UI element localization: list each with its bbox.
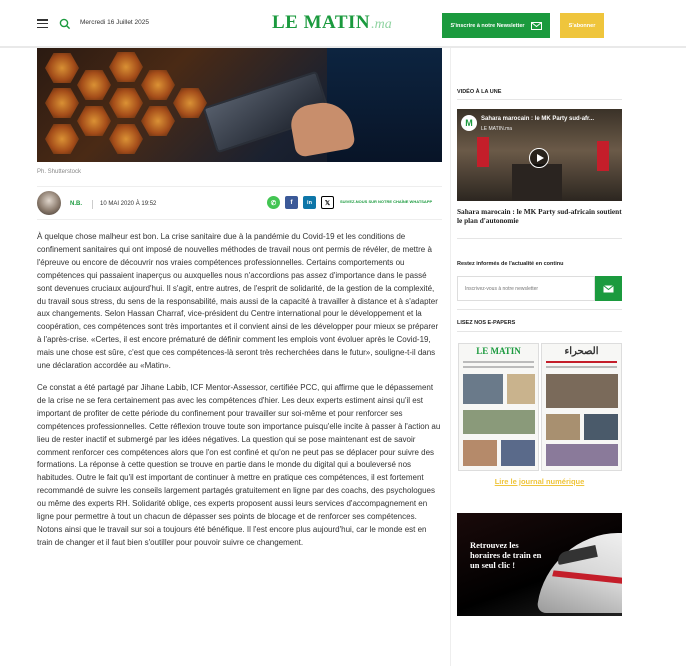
epaper-masthead: الصحراء [564, 345, 599, 357]
current-date: Mercredi 16 Juillet 2025 [80, 19, 150, 26]
linkedin-icon[interactable]: in [303, 196, 316, 209]
search-icon[interactable] [59, 18, 71, 30]
author-avatar[interactable] [37, 191, 61, 215]
train-schedule-ad[interactable] [457, 513, 622, 616]
section-rule [457, 331, 622, 332]
section-rule [457, 238, 622, 239]
channel-logo-icon: M [461, 115, 477, 131]
logo-main: LE MATIN [272, 12, 371, 33]
hexagon-decor [141, 106, 175, 136]
site-logo[interactable] [272, 12, 392, 34]
play-icon[interactable] [529, 148, 549, 168]
epaper-photo [546, 444, 618, 466]
article-meta [37, 186, 442, 220]
meta-divider [92, 200, 93, 209]
hexagon-decor [45, 88, 79, 118]
newsletter-signup-button[interactable] [442, 13, 550, 38]
facebook-icon[interactable]: f [285, 196, 298, 209]
epaper-assahra[interactable] [541, 343, 622, 471]
hexagon-decor [141, 70, 175, 100]
ad-text: Retrouvez les horaires de train en un seul clic ! [470, 540, 542, 570]
epaper-photo [501, 440, 535, 466]
video-section-title: VIDÉO À LA UNE [457, 89, 502, 95]
x-icon[interactable]: 𝕏 [321, 196, 334, 209]
podium-decor [512, 164, 562, 201]
whatsapp-follow-link[interactable]: SUIVEZ-NOUS SUR NOTRE CHAÎNE WHATSAPP [340, 199, 433, 204]
flag-decor [597, 141, 609, 171]
epaper-masthead: LE MATIN [476, 346, 521, 356]
video-overlay-title: Sahara marocain : le MK Party sud-afr... [481, 116, 595, 122]
publish-date: 10 MAI 2020 À 19:52 [100, 201, 157, 207]
article-body [37, 231, 442, 559]
epaper-photo [507, 374, 535, 404]
hexagon-decor [45, 124, 79, 154]
read-epaper-link[interactable]: Lire le journal numérique [494, 477, 585, 486]
video-headline[interactable]: Sahara marocain : le MK Party sud-africain soutient le plan d'autonomie [457, 207, 622, 225]
epaper-photo [463, 374, 503, 404]
article-hero-image [37, 48, 442, 162]
hexagon-decor [109, 124, 143, 154]
featured-video[interactable] [457, 109, 622, 201]
hexagon-decor [109, 52, 143, 82]
epaper-text-line [463, 361, 534, 363]
epaper-le-matin[interactable] [458, 343, 539, 471]
newsletter-email-input[interactable]: Inscrivez-vous à notre newsletter [457, 276, 595, 301]
subscribe-button[interactable]: S'abonner [560, 13, 604, 38]
epaper-text-line [546, 361, 617, 363]
section-rule [457, 309, 622, 310]
epaper-photo [546, 374, 618, 408]
newsletter-submit-button[interactable] [595, 276, 622, 301]
epaper-photo [584, 414, 618, 440]
sidebar-divider [450, 48, 451, 666]
newsletter-title: Restez informés de l'actualité en continu [457, 261, 564, 267]
section-rule [457, 99, 622, 100]
epaper-text-line [546, 366, 617, 368]
logo-suffix: .ma [371, 17, 392, 32]
video-overlay-source: LE MATIN.ma [481, 126, 513, 132]
epaper-text-line [463, 366, 534, 368]
hexagon-decor [109, 88, 143, 118]
envelope-icon [603, 285, 614, 293]
epaper-photo [546, 414, 580, 440]
whatsapp-icon[interactable]: ✆ [267, 196, 280, 209]
article-paragraph: Ce constat a été partagé par Jihane Labib, ICF Mentor-Assessor, certifiée PCC, qui affirme que le dépassement de la crise ne se fera certainement pas avec les compétences d'hier. Les deux experts estiment ainsi qu'il est important de profiter de cette période du confinement pour travailler sur soi-même et pour renforcer ses compétences professionnelles. Cette réflexion trouve toute son importance puisqu'elle incite à passer à l'action au lieu de rester inactif et submergé par les idées négatives. La question qui se pose maintenant est de savoir comment renforcer ces compétences alors que l'on est confiné et qu'on ne peut pas se déplacer pour suivre des formations. La réponse à cette question se trouve en partie dans le monde du digital qui a bouleversé nos habitudes. Outre le fait qu'il est important de continuer à mettre en pratique ces compétences, il est fortement recommandé de suivre les conseils largement partagés gratuitement en ligne par des coachs, des psychologues ou même des experts RH. Solidarité oblige, ces experts proposent aussi leurs services d'accompagnement en ligne pour permettre à tout un chacun de dépasser ses points de blocage et de renforcer ses compétences. Notons ainsi que le travail sur soi a toujours été bénéfique. Il l'est encore plus aujourd'hui, car le monde est en train de changer et il faut bien s'outiller pour pouvoir suivre ce changement. [37, 382, 441, 547]
photo-credit: Ph. Shutterstock [37, 169, 82, 175]
hexagon-decor [77, 106, 111, 136]
author-name[interactable]: N.B. [70, 201, 82, 207]
newsletter-signup-label: S'inscrire à notre Newsletter [450, 22, 525, 29]
hexagon-decor [77, 70, 111, 100]
epaper-photo [463, 440, 497, 466]
epapers-title: LISEZ NOS E-PAPERS [457, 320, 516, 326]
article-paragraph: À quelque chose malheur est bon. La crise sanitaire due à la pandémie du Covid-19 et les conditions de confinement sanitaires qui ont imposé de nouvelles méthodes de travail nous ont permis de révéler, de mettre à l'épreuve ou encore de découvrir nos vraies compétences professionnelles. Certains comportements ou compétences qui passaient inaperçus ou auxquelles nous n'accordions pas assez d'importance dans le passé sont devenues cruciaux aujourd'hui. Il s'agit, entre autres, de l'esprit de solidarité, de la gestion de la complexité, du travail sous stress, du sens de la responsabilité, mais aussi de la capacité à travailler à distance et à s'adapter aux changements. Selon Hassan Charraf, vice-président du Centre international pour le développement et la coopération, ces compétences sont très importantes et il convient ainsi de les développer pour mieux se préparer à l'après-crise. «Certes, il est encore prématuré de définir comment les emplois vont évoluer après le Covid-19, mais une chose est sûre, c'est que ces compétences-là seront très recherchées dans le futur», souligne-t-il dans une déclaration accordée au «Matin». [37, 232, 439, 371]
epaper-photo [463, 410, 535, 434]
envelope-icon [531, 22, 542, 30]
flag-decor [477, 137, 489, 167]
site-header [0, 0, 686, 48]
menu-icon[interactable] [37, 19, 48, 28]
hexagon-decor [45, 53, 79, 83]
hexagon-decor [173, 88, 207, 118]
